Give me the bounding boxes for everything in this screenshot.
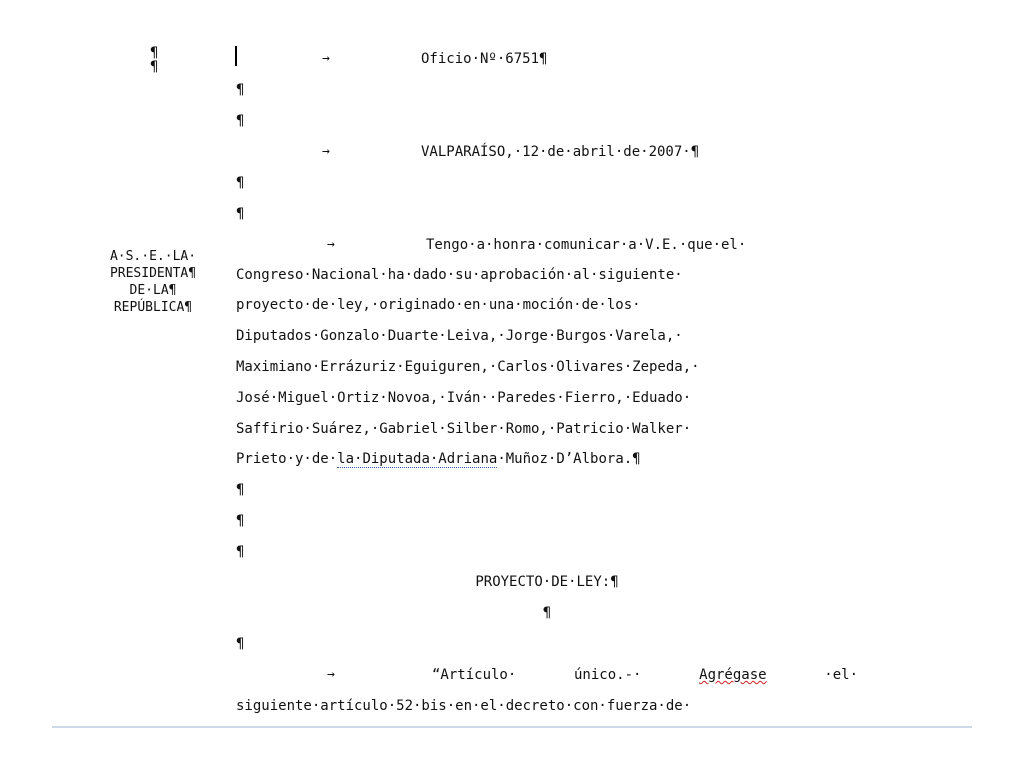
empty-paragraph[interactable]: ¶ (236, 113, 245, 129)
empty-paragraph-centered[interactable]: ¶ (542, 605, 552, 621)
tab-arrow-icon: → (327, 667, 335, 682)
margin-pilcrow: ¶ (150, 45, 159, 61)
text-cursor (235, 46, 237, 66)
oficio-number[interactable]: Oficio·Nº·6751¶ (421, 51, 548, 67)
empty-paragraph[interactable]: ¶ (236, 206, 245, 222)
addressee-line: A·S.·E.·LA· (109, 249, 197, 264)
addressee-line: REPÚBLICA¶ (113, 300, 193, 315)
spellcheck-flagged-word: Agrégase (699, 667, 767, 683)
empty-paragraph[interactable]: ¶ (236, 175, 245, 191)
paragraph-last-line[interactable] (236, 450, 641, 468)
empty-paragraph[interactable]: ¶ (236, 636, 245, 652)
article-first-line[interactable] (432, 666, 858, 684)
date-line[interactable]: VALPARAÍSO,·12·de·abril·de·2007·¶ (421, 144, 700, 160)
tab-arrow-icon: → (322, 144, 330, 159)
dotted-underline-text: la·Diputada·Adriana (337, 451, 498, 467)
text-run: “Artículo· (432, 667, 517, 683)
paragraph-line[interactable]: José·Miguel·Ortiz·Novoa,·Iván··Paredes·Fierro,·Eduado· (236, 390, 692, 406)
addressee-note (78, 248, 228, 316)
tab-arrow-icon: → (327, 237, 335, 252)
text-run: Prieto·y·de· (236, 451, 338, 467)
text-run: ·Muñoz·D’Albora.¶ (497, 451, 641, 467)
text-run: único.-· (574, 667, 642, 683)
empty-paragraph[interactable]: ¶ (236, 482, 245, 498)
paragraph-line[interactable]: Tengo·a·honra·comunicar·a·V.E.·que·el· (426, 237, 747, 253)
paragraph-line[interactable]: proyecto·de·ley,·originado·en·una·moción·de·los· (236, 297, 641, 313)
empty-paragraph[interactable]: ¶ (236, 82, 245, 98)
tab-arrow-icon: → (322, 51, 330, 66)
page-bottom-divider (52, 726, 972, 728)
paragraph-line[interactable]: Maximiano·Errázuriz·Eguiguren,·Carlos·Olivares·Zepeda,· (236, 359, 700, 375)
addressee-line: PRESIDENTA¶ (109, 266, 197, 281)
paragraph-line[interactable]: Congreso·Nacional·ha·dado·su·aprobación·al·siguiente· (236, 267, 683, 283)
margin-pilcrow: ¶ (150, 59, 159, 75)
bill-heading[interactable]: PROYECTO·DE·LEY:¶ (475, 574, 619, 590)
paragraph-line[interactable]: Saffirio·Suárez,·Gabriel·Silber·Romo,·Patricio·Walker· (236, 421, 692, 437)
empty-paragraph[interactable]: ¶ (236, 544, 245, 560)
addressee-line: DE·LA¶ (129, 283, 177, 298)
text-run: ·el· (824, 667, 858, 683)
paragraph-line[interactable]: Diputados·Gonzalo·Duarte·Leiva,·Jorge·Burgos·Varela,· (236, 328, 683, 344)
empty-paragraph[interactable]: ¶ (236, 513, 245, 529)
paragraph-line[interactable]: siguiente·artículo·52·bis·en·el·decreto·con·fuerza·de· (236, 698, 692, 714)
